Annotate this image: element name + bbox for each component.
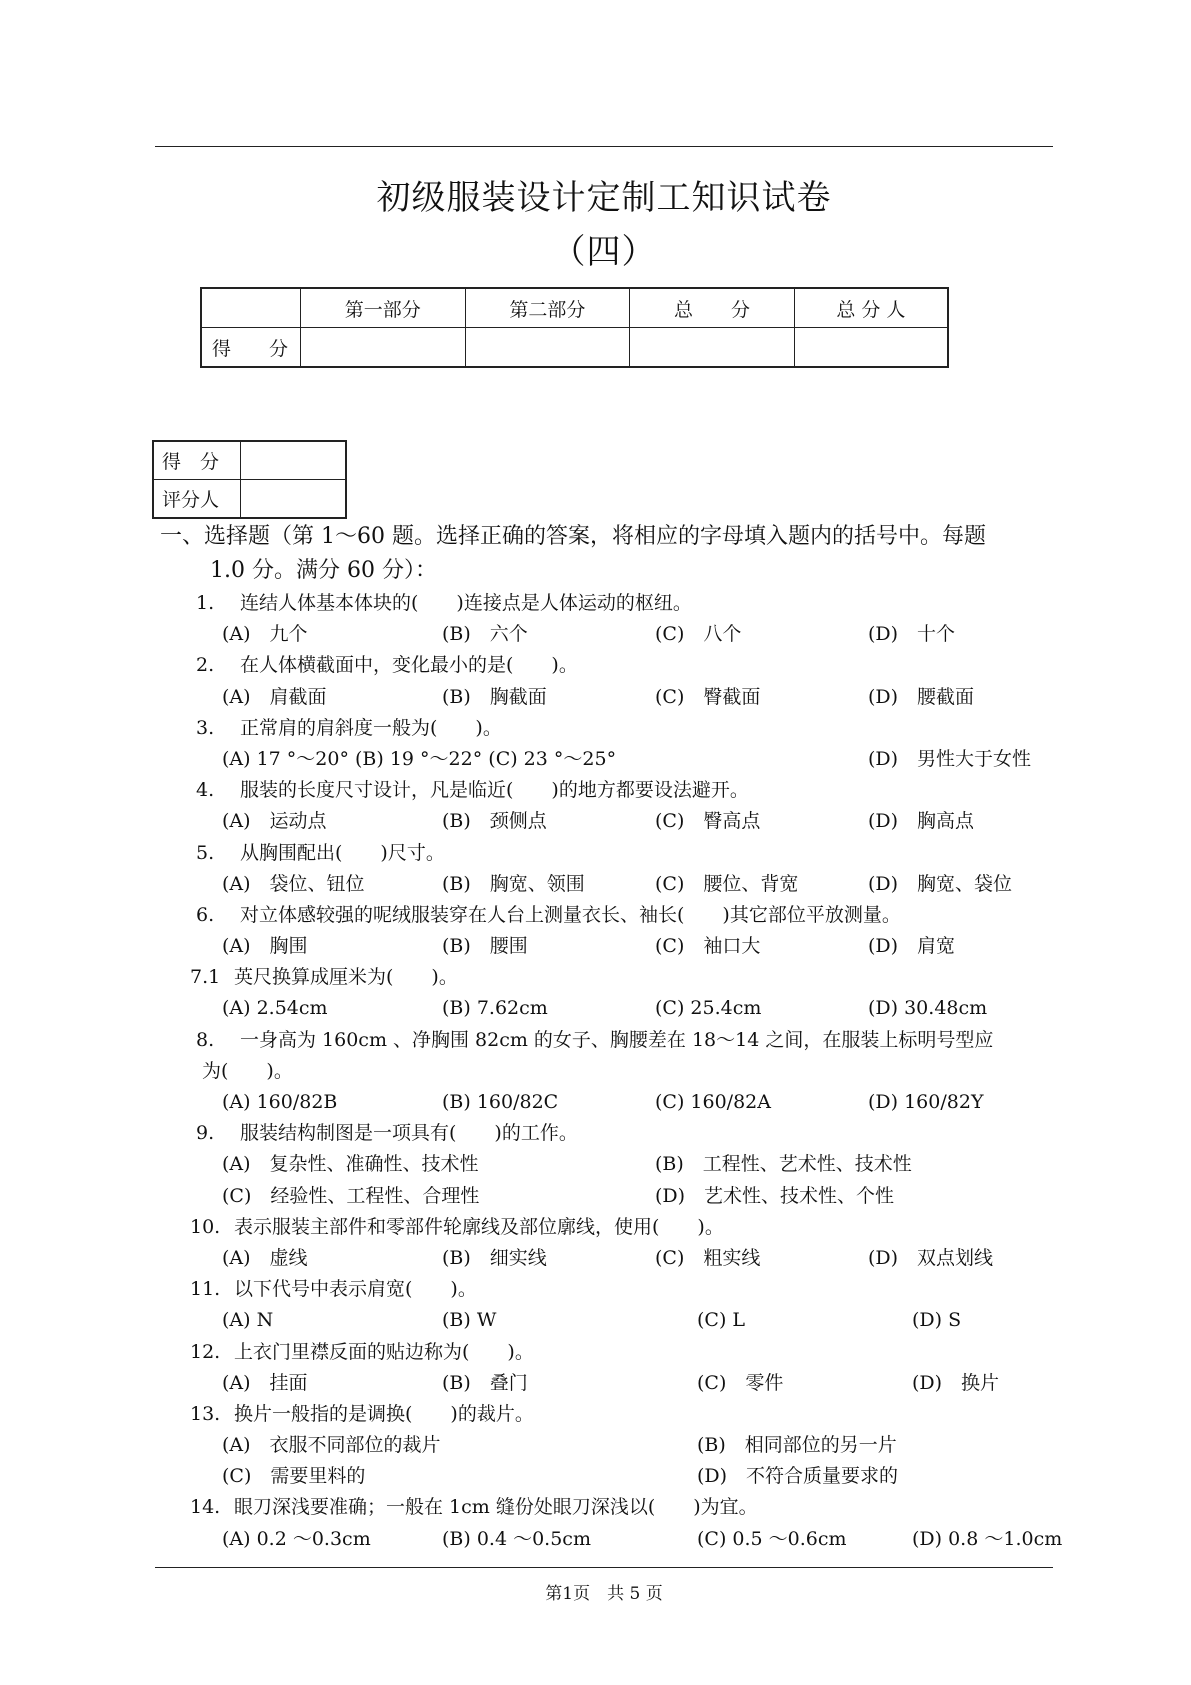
score-row-label: 得 分 xyxy=(201,328,301,368)
option-row xyxy=(196,931,1066,962)
option-b-choice[interactable]: (B) 细实线 xyxy=(442,1246,547,1269)
question-number: 4. xyxy=(196,779,215,802)
score-header-cell: 总 分 人 xyxy=(794,288,948,328)
option-row xyxy=(196,1461,1066,1492)
score-header-cell: 第二部分 xyxy=(465,288,630,328)
grader-table xyxy=(152,440,347,519)
option-d-choice[interactable]: (D) 换片 xyxy=(912,1371,1000,1394)
option-c-choice[interactable]: (C) 臀高点 xyxy=(655,810,761,833)
question-number: 14. xyxy=(190,1496,221,1519)
question-text: 服装的长度尺寸设计，凡是临近( )的地方都要设法避开。 xyxy=(240,779,749,802)
option-row xyxy=(196,1243,1066,1274)
option-c-choice[interactable]: (C) 经验性、工程性、合理性 xyxy=(222,1184,480,1207)
option-a-choice[interactable]: (A) 0.2 ～0.3cm xyxy=(222,1527,371,1550)
option-row xyxy=(196,744,1066,775)
option-a-choice[interactable]: (A) N xyxy=(222,1309,274,1332)
option-d-choice[interactable]: (D) 十个 xyxy=(868,623,956,646)
option-b-choice[interactable]: (B) 0.4 ～0.5cm xyxy=(442,1527,591,1550)
option-b-choice[interactable]: (B) 六个 xyxy=(442,623,528,646)
score-header-cell: 第一部分 xyxy=(301,288,466,328)
question-list xyxy=(190,588,1066,1555)
option-d-choice[interactable]: (D) 肩宽 xyxy=(868,935,956,958)
score-table-score-row xyxy=(201,328,948,368)
option-c-choice[interactable]: (C) 25.4cm xyxy=(655,997,762,1020)
option-a-choice[interactable]: (A) 160/82B xyxy=(222,1091,338,1113)
option-row xyxy=(196,682,1066,713)
option-d-choice[interactable]: (D) 160/82Y xyxy=(868,1091,984,1113)
option-d-choice[interactable]: (D) 不符合质量要求的 xyxy=(697,1465,899,1488)
option-b-choice[interactable]: (B) 相同部位的另一片 xyxy=(697,1434,897,1457)
option-d-choice[interactable]: (D) S xyxy=(912,1309,962,1332)
score-cell-total-grader[interactable] xyxy=(794,328,948,368)
question-stem xyxy=(190,1337,1066,1368)
question-number: 7.1 xyxy=(190,966,221,989)
grader-name-label: 评分人 xyxy=(153,480,241,519)
bottom-rule xyxy=(155,1567,1053,1568)
question-number: 12. xyxy=(190,1340,221,1363)
question-text-continued: 为( )。 xyxy=(202,1059,293,1082)
score-table xyxy=(200,287,949,368)
question-number: 5. xyxy=(196,841,215,864)
question-stem xyxy=(196,713,1066,744)
question-text: 眼刀深浅要准确；一般在 1cm 缝份处眼刀深浅以( )为宜。 xyxy=(234,1496,758,1519)
top-rule xyxy=(155,146,1053,147)
question-stem xyxy=(196,838,1066,869)
option-a-choice[interactable]: (A) 肩截面 xyxy=(222,685,327,708)
question-text: 上衣门里襟反面的贴边称为( )。 xyxy=(234,1340,534,1363)
page-footer: 第1页 共 5 页 xyxy=(545,1584,663,1604)
question-text: 在人体横截面中，变化最小的是( )。 xyxy=(240,654,578,677)
option-b-choice[interactable]: (B) 160/82C xyxy=(442,1091,559,1113)
option-row xyxy=(196,619,1066,650)
question-number: 9. xyxy=(196,1122,215,1145)
option-c-choice[interactable]: (C) 零件 xyxy=(697,1371,784,1394)
page-subtitle: （四） xyxy=(551,232,657,272)
question-stem xyxy=(190,1212,1066,1243)
question-stem xyxy=(196,1118,1066,1149)
question-text: 服装结构制图是一项具有( )的工作。 xyxy=(240,1122,578,1145)
option-c-choice[interactable]: (C) 粗实线 xyxy=(655,1246,761,1269)
question-stem xyxy=(190,962,1066,993)
question-number: 1. xyxy=(196,592,215,614)
question-number: 3. xyxy=(196,716,215,739)
question-number: 2. xyxy=(196,654,215,677)
option-a-choice[interactable]: (A) 衣服不同部位的裁片 xyxy=(222,1434,441,1457)
option-a-choice[interactable]: (A) 复杂性、准确性、技术性 xyxy=(222,1153,479,1176)
grader-name-cell[interactable] xyxy=(241,480,347,519)
option-c-choice[interactable]: (C) 需要里料的 xyxy=(222,1465,366,1488)
option-a-choice[interactable]: (A) 挂面 xyxy=(222,1371,308,1394)
question-stem xyxy=(196,650,1066,681)
option-row xyxy=(196,993,1066,1024)
question-text: 以下代号中表示肩宽( )。 xyxy=(234,1278,477,1301)
option-c-choice[interactable]: (C) 0.5 ～0.6cm xyxy=(697,1527,847,1550)
option-a-choice[interactable]: (A) 九个 xyxy=(222,623,308,646)
section-heading-line1: 一、选择题（第 1～60 题。选择正确的答案，将相应的字母填入题内的括号中。每题 xyxy=(160,524,986,549)
option-c-choice[interactable]: (C) 160/82A xyxy=(655,1091,771,1113)
question-number: 13. xyxy=(190,1402,221,1425)
option-b-choice[interactable]: (B) 胸截面 xyxy=(442,685,547,708)
score-header-cell xyxy=(201,288,301,328)
question-text: 对立体感较强的呢绒服装穿在人台上测量衣长、袖长( )其它部位平放测量。 xyxy=(240,903,901,926)
option-row xyxy=(196,1524,1066,1555)
option-b-choice[interactable]: (B) 工程性、艺术性、技术性 xyxy=(655,1153,912,1176)
question-stem xyxy=(196,900,1066,931)
score-table-header-row xyxy=(201,288,948,328)
option-a-choice[interactable]: (A) 运动点 xyxy=(222,810,327,833)
option-a-choice[interactable]: (A) 袋位、钮位 xyxy=(222,872,365,895)
option-a-choice[interactable]: (A) 胸围 xyxy=(222,935,308,958)
option-row xyxy=(196,869,1066,900)
question-stem xyxy=(196,588,1066,619)
option-c-choice[interactable]: (C) 袖口大 xyxy=(655,935,761,958)
option-a-choice[interactable]: (A) 虚线 xyxy=(222,1246,308,1269)
question-text: 换片一般指的是调换( )的裁片。 xyxy=(234,1402,534,1425)
option-d-choice[interactable]: (D) 艺术性、技术性、个性 xyxy=(655,1184,895,1207)
option-row xyxy=(196,806,1066,837)
page-title: 初级服装设计定制工知识试卷 xyxy=(376,178,832,218)
option-row xyxy=(196,1305,1066,1336)
question-text: 从胸围配出( )尺寸。 xyxy=(240,841,445,864)
question-text: 正常肩的肩斜度一般为( )。 xyxy=(240,716,502,739)
question-stem xyxy=(190,1274,1066,1305)
option-b-choice[interactable]: (B) 胸宽、领围 xyxy=(442,872,585,895)
score-cell-part1[interactable] xyxy=(301,328,466,368)
option-c-choice[interactable]: (C) 腰位、背宽 xyxy=(655,872,799,895)
option-d-choice[interactable]: (D) 胸高点 xyxy=(868,810,975,833)
option-row xyxy=(196,1430,1066,1461)
question-number: 11. xyxy=(190,1278,221,1301)
option-a-choice[interactable]: (A) 17 °～20° (B) 19 °～22° (C) 23 °～25° xyxy=(222,747,617,770)
option-d-choice[interactable]: (D) 胸宽、袋位 xyxy=(868,872,1013,895)
question-stem xyxy=(190,1399,1066,1430)
question-number: 10. xyxy=(190,1215,221,1238)
grader-name-row xyxy=(153,480,346,519)
grader-score-label: 得 分 xyxy=(153,441,241,480)
question-text: 一身高为 160cm 、净胸围 82cm 的女子、胸腰差在 18～14 之间，在服装上标明号型应 xyxy=(240,1028,994,1051)
option-row xyxy=(196,1149,1066,1180)
option-c-choice[interactable]: (C) L xyxy=(697,1309,746,1332)
option-b-choice[interactable]: (B) W xyxy=(442,1309,497,1332)
grader-score-cell[interactable] xyxy=(241,441,347,480)
option-d-choice[interactable]: (D) 0.8 ～1.0cm xyxy=(912,1527,1063,1550)
option-c-choice[interactable]: (C) 八个 xyxy=(655,623,742,646)
option-b-choice[interactable]: (B) 7.62cm xyxy=(442,997,548,1020)
option-a-choice[interactable]: (A) 2.54cm xyxy=(222,997,328,1020)
score-cell-total[interactable] xyxy=(630,328,795,368)
option-d-choice[interactable]: (D) 腰截面 xyxy=(868,685,975,708)
option-b-choice[interactable]: (B) 腰围 xyxy=(442,935,528,958)
option-row xyxy=(196,1181,1066,1212)
question-stem xyxy=(196,1025,1066,1056)
question-stem xyxy=(190,1492,1066,1523)
option-b-choice[interactable]: (B) 颈侧点 xyxy=(442,810,547,833)
section-heading xyxy=(160,520,1060,588)
question-text: 英尺换算成厘米为( )。 xyxy=(234,966,458,989)
option-b-choice[interactable]: (B) 叠门 xyxy=(442,1371,528,1394)
question-text: 表示服装主部件和零部件轮廓线及部位廓线，使用( )。 xyxy=(234,1215,724,1238)
score-header-cell: 总 分 xyxy=(630,288,795,328)
option-c-choice[interactable]: (C) 臀截面 xyxy=(655,685,761,708)
option-d-choice[interactable]: (D) 30.48cm xyxy=(868,997,988,1020)
question-text: 连结人体基本体块的( )连接点是人体运动的枢纽。 xyxy=(240,592,692,614)
question-stem xyxy=(196,775,1066,806)
option-d-choice[interactable]: (D) 双点划线 xyxy=(868,1246,994,1269)
question-number: 6. xyxy=(196,903,215,926)
question-number: 8. xyxy=(196,1028,215,1051)
section-heading-line2: 1.0 分。满分 60 分）： xyxy=(210,558,437,583)
option-row xyxy=(196,1087,1066,1118)
option-row xyxy=(196,1368,1066,1399)
grader-score-row xyxy=(153,441,346,480)
score-cell-part2[interactable] xyxy=(465,328,630,368)
option-b-choice[interactable]: (D) 男性大于女性 xyxy=(868,747,1032,770)
